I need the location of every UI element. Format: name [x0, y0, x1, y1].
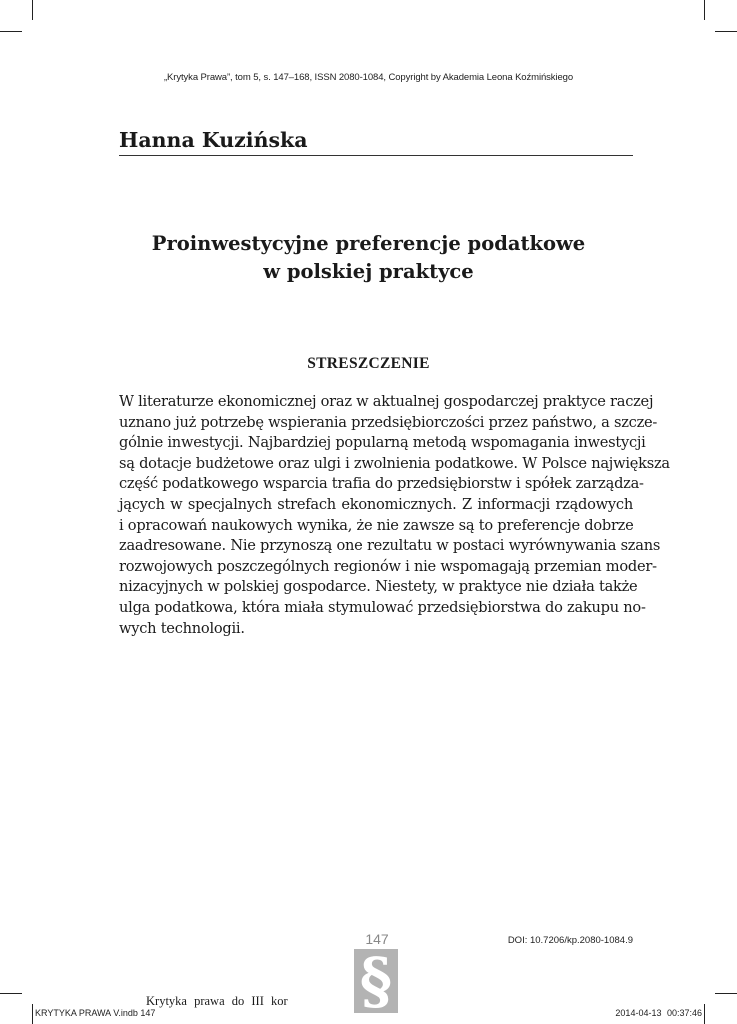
crop-mark-top-right	[704, 0, 705, 20]
crop-mark-bottom-right	[704, 1004, 705, 1024]
paragraph-mark-logo	[354, 949, 398, 1013]
abstract-heading: STRESZCZENIE	[307, 355, 430, 372]
article-title	[0, 230, 737, 286]
abstract-line: ulga podatkowa, która miała stymulować przedsiębiorstwa do zakupu no-	[119, 598, 646, 616]
print-slug-timestamp: 2014-04-13 00:37:46	[615, 1008, 702, 1018]
running-head: „Krytyka Prawa”, tom 5, s. 147–168, ISSN 2080-1084, Copyright by Akademia Leona Koźmińskiego	[163, 72, 574, 83]
page-number: 147	[365, 931, 389, 947]
crop-mark-bottom-left-h	[0, 993, 22, 994]
abstract-line: nizacyjnych w polskiej gospodarce. Niestety, w praktyce nie działa także	[119, 578, 638, 596]
crop-mark-top-left	[32, 0, 33, 20]
abstract-line: gólnie inwestycji. Najbardziej popularną metodą wspomagania inwestycji	[119, 434, 646, 452]
crop-mark-bottom-left	[32, 1004, 33, 1024]
abstract-line: rozwojowych poszczególnych regionów i nie wspomagają przemian moder-	[119, 557, 657, 575]
abstract-line: zaadresowane. Nie przynoszą one rezultatu w postaci wyrównywania szans	[119, 537, 661, 555]
abstract-line: W literaturze ekonomicznej oraz w aktualnej gospodarczej praktyce raczej	[119, 393, 654, 410]
paragraph-mark-icon: §	[359, 949, 393, 1013]
author-name: Hanna Kuzińska	[119, 128, 308, 152]
author-rule	[119, 155, 633, 156]
abstract-line: wych technologii.	[119, 619, 245, 637]
title-line: Proinwestycyjne preferencje podatkowe	[151, 232, 586, 255]
print-slug-file: KRYTYKA PRAWA V.indb 147	[35, 1008, 156, 1018]
abstract-line: uznano już potrzebę wspierania przedsiębiorczości przez państwo, a szcze-	[119, 413, 658, 431]
crop-mark-top-left-h	[0, 31, 22, 32]
title-line: w polskiej praktyce	[263, 260, 474, 283]
abstract-line: jących w specjalnych strefach ekonomicznych. Z informacji rządowych	[119, 495, 633, 513]
crop-mark-bottom-right-h	[715, 993, 737, 994]
crop-mark-top-right-h	[715, 31, 737, 32]
abstract-body	[119, 392, 670, 639]
abstract-line: są dotacje budżetowe oraz ulgi i zwolnienia podatkowe. W Polsce największa	[119, 454, 670, 472]
abstract-line: i opracowań naukowych wynika, że nie zawsze są to preferencje dobrze	[119, 516, 634, 534]
abstract-line: część podatkowego wsparcia trafia do przedsiębiorstw i spółek zarządza-	[119, 475, 644, 493]
footer-overlay-text: Krytyka prawa do III kor	[146, 994, 288, 1008]
doi-label: DOI: 10.7206/kp.2080-1084.9	[507, 935, 633, 946]
